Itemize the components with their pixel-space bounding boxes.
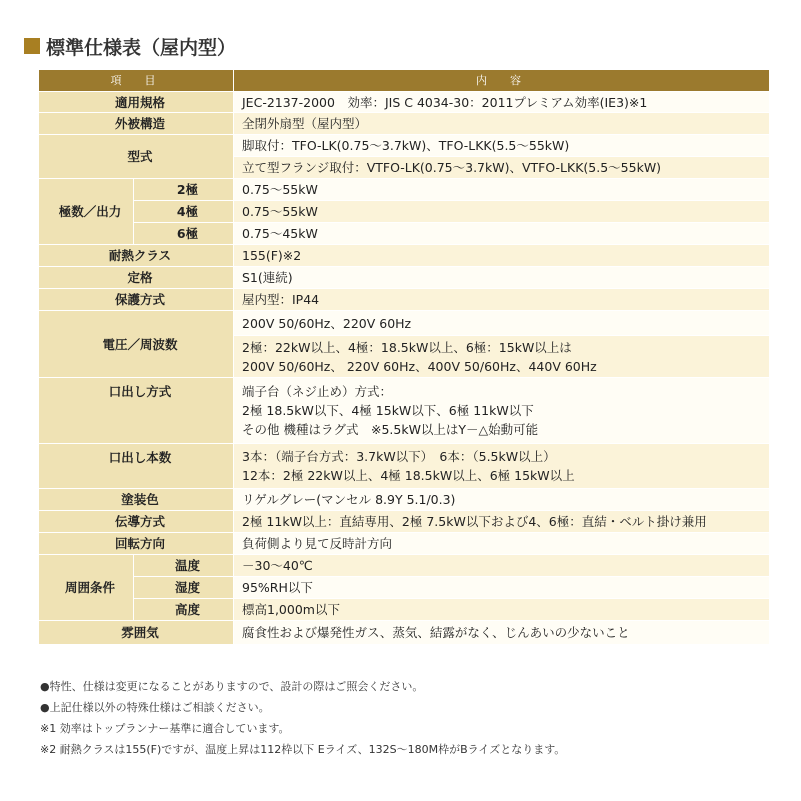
- row-value-atmosphere: 腐食性および爆発性ガス、蒸気、結露がなく、じんあいの少ないこと: [234, 621, 770, 645]
- note-1: ●特性、仕様は変更になることがありますので、設計の際はご照会ください。: [40, 680, 424, 693]
- row-value-heat-class: 155(F)※2: [234, 245, 770, 267]
- table-header-row: [39, 70, 770, 92]
- sub-label-altitude: 高度: [134, 599, 234, 621]
- sub-label-6pole: 6極: [134, 223, 234, 245]
- row-label-paint: 塗装色: [39, 489, 234, 511]
- row-value-humidity: 95%RH以下: [234, 577, 770, 599]
- table-row: [39, 489, 770, 511]
- lead-count-line-2: 12本：2極 22kW以上、4極 18.5kW以上、6極 15kW以上: [242, 468, 575, 483]
- row-value-4pole: 0.75～55kW: [234, 201, 770, 223]
- note-4: ※2 耐熱クラスは155(F)ですが、温度上昇は112枠以下 Eライズ、132S～180M枠がBライズとなります。: [40, 743, 566, 756]
- row-value-rating: S1(連続): [234, 267, 770, 289]
- lead-method-line-3: その他 機種はラグ式 ※5.5kW以上はY－△始動可能: [242, 422, 539, 437]
- sub-label-4pole: 4極: [134, 201, 234, 223]
- header-content: 内 容: [234, 70, 770, 92]
- row-value-protection: 屋内型：IP44: [234, 289, 770, 311]
- sub-label-humidity: 湿度: [134, 577, 234, 599]
- row-label-rating: 定格: [39, 267, 234, 289]
- page-title-text: 標準仕様表（屋内型）: [46, 36, 237, 59]
- row-value-temperature: －30～40℃: [234, 555, 770, 577]
- table-row: [39, 311, 770, 336]
- voltage-line-2: 2極：22kW以上、4極：18.5kW以上、6極：15kW以上は: [242, 339, 572, 355]
- note-3: ※1 効率はトップランナー基準に適合しています。: [40, 722, 290, 735]
- lead-method-line-1: 端子台（ネジ止め）方式：: [242, 384, 393, 399]
- table-row: [39, 267, 770, 289]
- lead-method-line-2: 2極 18.5kW以下、4極 15kW以下、6極 11kW以下: [242, 403, 534, 418]
- table-row: [39, 577, 770, 599]
- row-label-rotation: 回転方向: [39, 533, 234, 555]
- table-row: [39, 289, 770, 311]
- row-value-transmission: 2極 11kW以上：直結専用、2極 7.5kW以下および4、6極：直結・ベルト掛け兼用: [234, 511, 770, 533]
- row-value-voltage-1: 200V 50/60Hz、220V 60Hz: [234, 311, 770, 336]
- row-value-2pole: 0.75～55kW: [234, 179, 770, 201]
- table-row: [39, 621, 770, 645]
- row-label-protection: 保護方式: [39, 289, 234, 311]
- row-value-model-2: 立て型フランジ取付：VTFO-LK(0.75～3.7kW)、VTFO-LKK(5.5～55kW): [234, 157, 770, 179]
- row-label-heat-class: 耐熱クラス: [39, 245, 234, 267]
- table-row: [39, 511, 770, 533]
- title-square-icon: [24, 38, 40, 54]
- row-label-voltage: 電圧／周波数: [39, 311, 234, 378]
- row-label-lead-count: 口出し本数: [39, 444, 234, 489]
- page-title: [24, 32, 236, 60]
- table-row: [39, 555, 770, 577]
- table-row: [39, 113, 770, 135]
- row-value-altitude: 標高1,000m以下: [234, 599, 770, 621]
- table-row: [39, 533, 770, 555]
- row-label-model: 型式: [39, 135, 234, 179]
- notes-section: [40, 676, 780, 760]
- sub-label-2pole: 2極: [134, 179, 234, 201]
- row-label-atmosphere: 雰囲気: [39, 621, 234, 645]
- note-2: ●上記仕様以外の特殊仕様はご相談ください。: [40, 701, 270, 714]
- header-item: 項 目: [39, 70, 234, 92]
- row-label-ambient: 周囲条件: [39, 555, 134, 621]
- row-value-6pole: 0.75～45kW: [234, 223, 770, 245]
- table-row: [39, 223, 770, 245]
- row-label-poles: 極数／出力: [39, 179, 134, 245]
- row-value-enclosure: 全閉外扇型（屋内型）: [234, 113, 770, 135]
- row-value-model-1: 脚取付：TFO-LK(0.75～3.7kW)、TFO-LKK(5.5～55kW): [234, 135, 770, 157]
- table-row: [39, 245, 770, 267]
- table-row: [39, 378, 770, 444]
- table-row: [39, 92, 770, 113]
- row-value-paint: リゲルグレー(マンセル 8.9Y 5.1/0.3): [234, 489, 770, 511]
- row-label-enclosure: 外被構造: [39, 113, 234, 135]
- row-label-standard: 適用規格: [39, 92, 234, 113]
- row-value-rotation: 負荷側より見て反時計方向: [234, 533, 770, 555]
- table-row: [39, 599, 770, 621]
- lead-count-line-1: 3本：（端子台方式：3.7kW以下） 6本：（5.5kW以上）: [242, 449, 556, 464]
- table-row: [39, 201, 770, 223]
- row-label-lead-method: 口出し方式: [39, 378, 234, 444]
- table-row: [39, 135, 770, 157]
- row-value-standard: JEC-2137-2000 効率：JIS C 4034-30：2011プレミアム効率(IE3)※1: [234, 92, 770, 113]
- spec-table: [38, 69, 770, 645]
- table-row: [39, 179, 770, 201]
- row-value-lead-count: [234, 444, 770, 489]
- sub-label-temperature: 温度: [134, 555, 234, 577]
- row-label-transmission: 伝導方式: [39, 511, 234, 533]
- voltage-line-3: 200V 50/60Hz、 220V 60Hz、400V 50/60Hz、440V 60Hz: [242, 358, 597, 374]
- table-row: [39, 444, 770, 489]
- row-value-lead-method: [234, 378, 770, 444]
- row-value-voltage-2: [234, 336, 770, 378]
